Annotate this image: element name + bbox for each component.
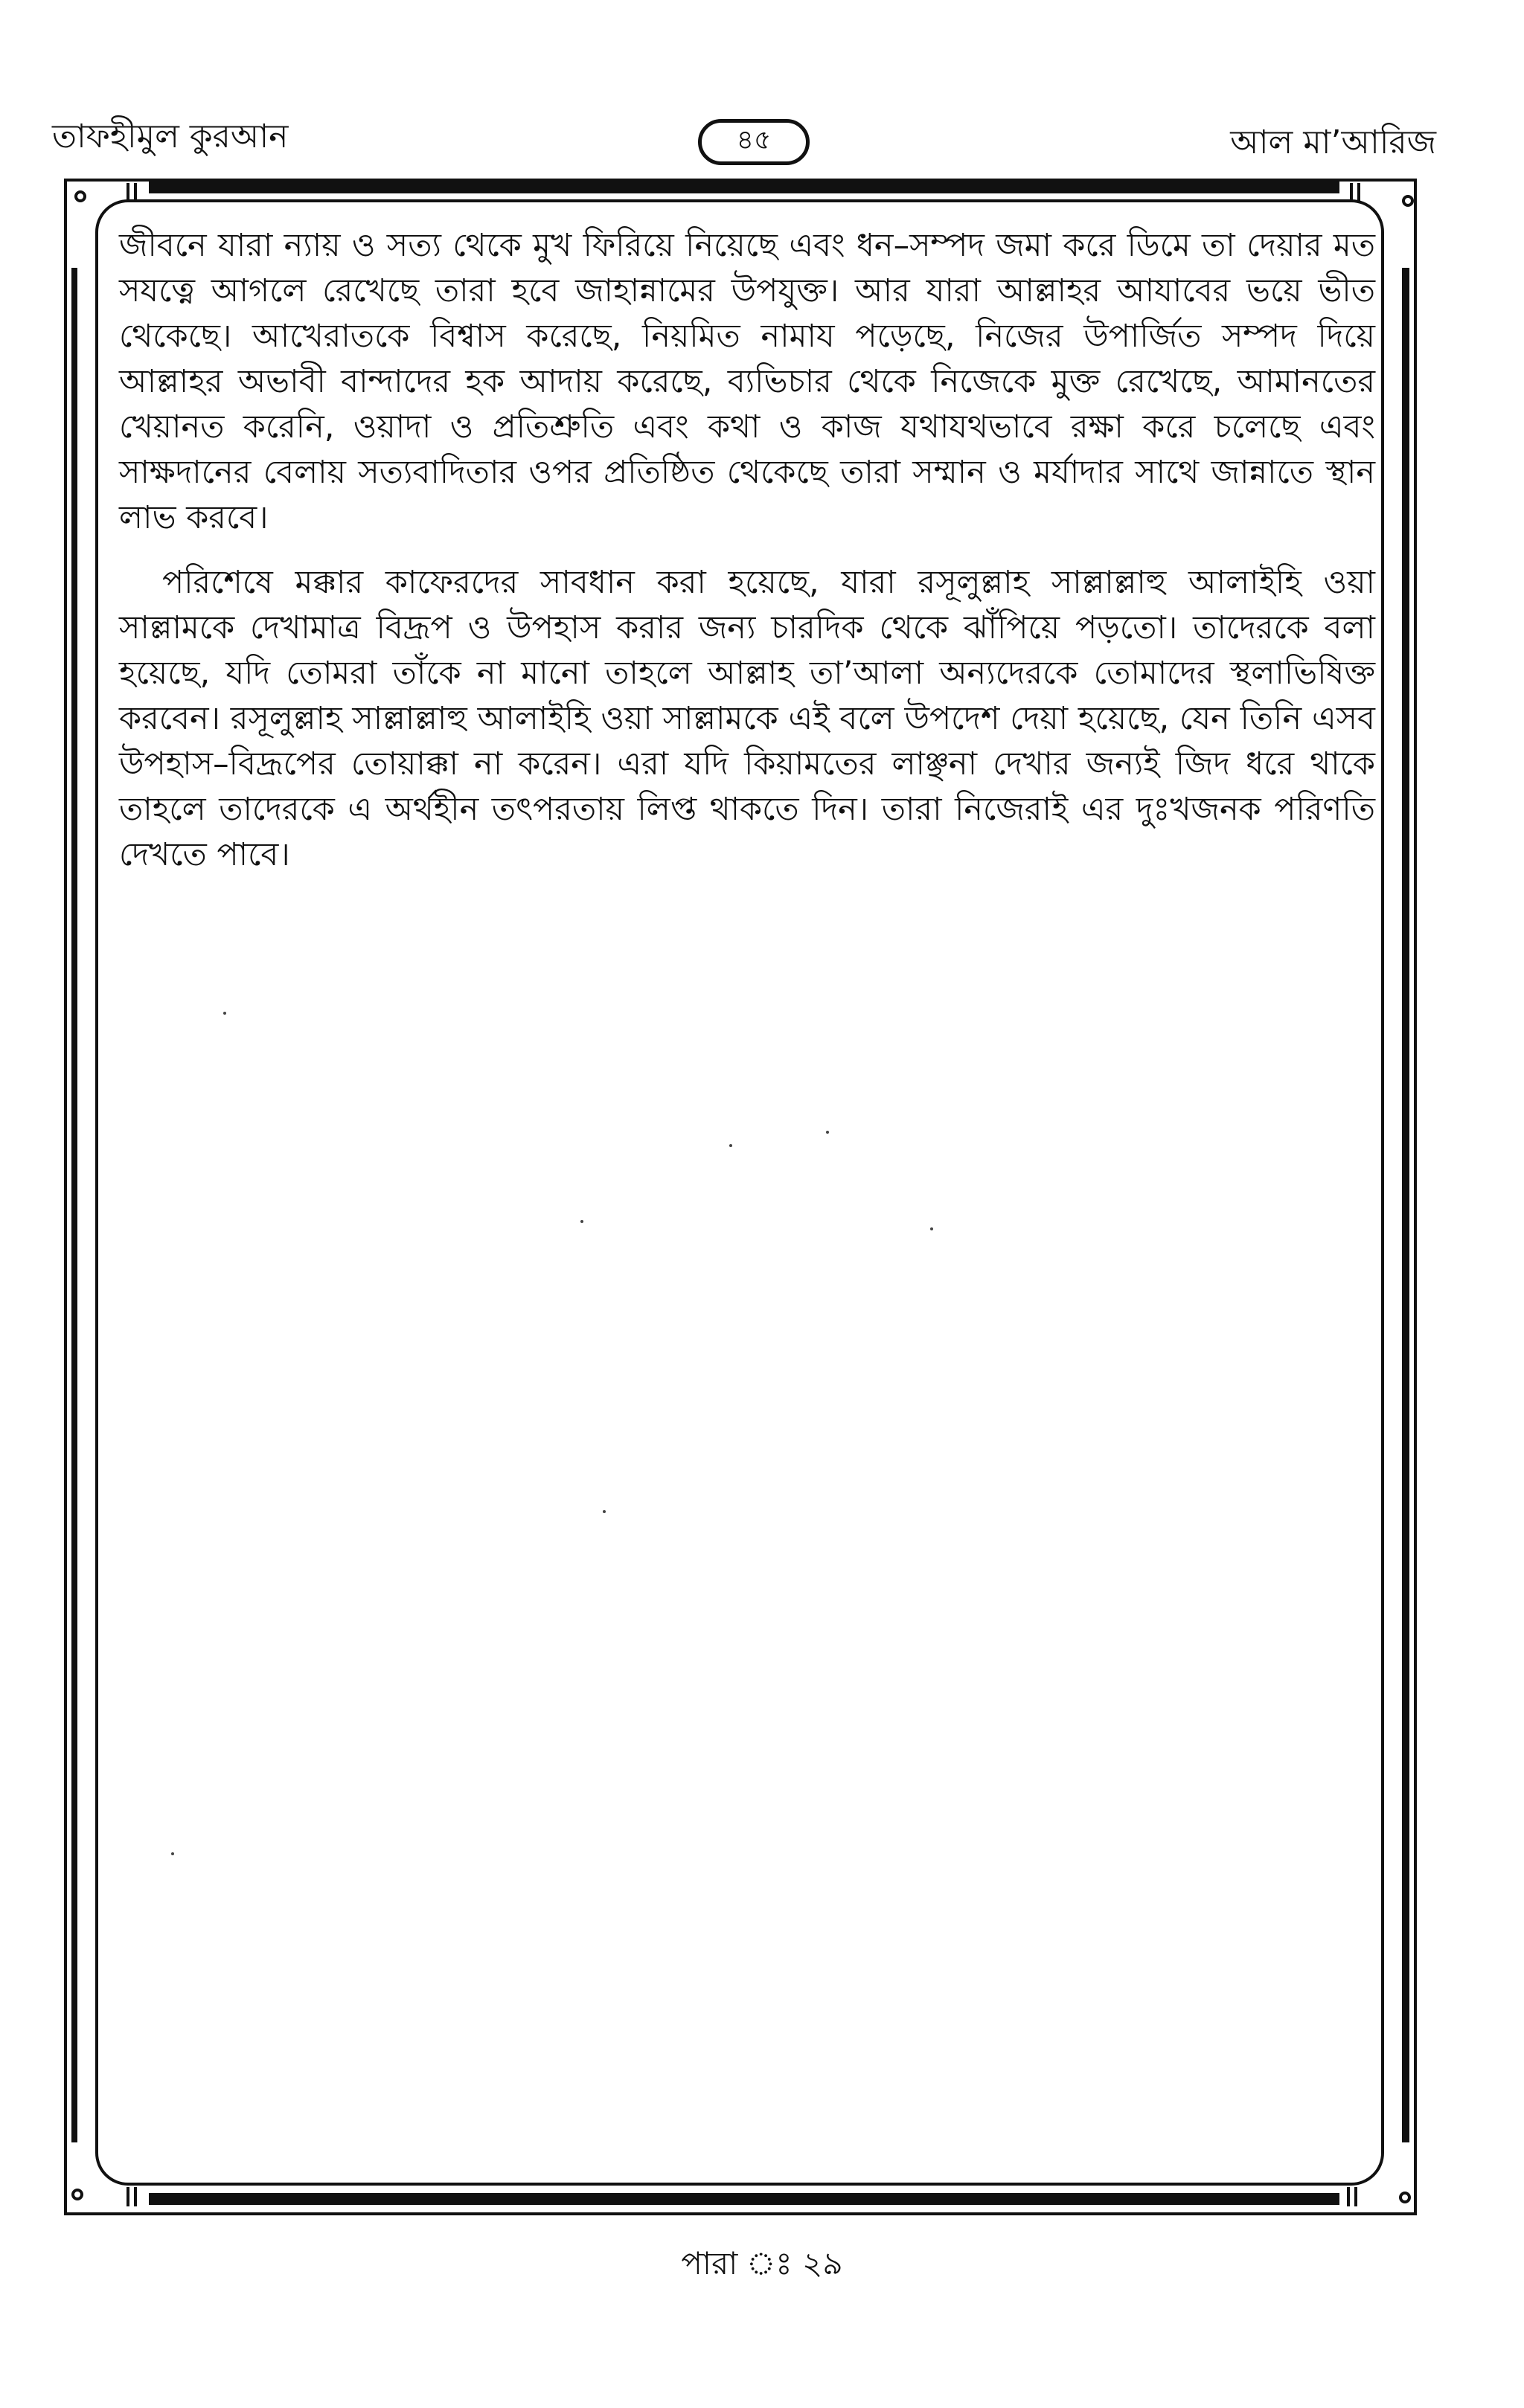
book-title: তাফহীমুল কুরআন [52, 118, 289, 155]
frame-corner-ornament [74, 190, 86, 202]
frame-bar-left [71, 268, 77, 2142]
paragraph: পরিশেষে মক্কার কাফেরদের সাবধান করা হয়েছে, যারা রসূলুল্লাহ সাল্লাল্লাহু আলাইহি ওয়া সাল্লামকে দেখামাত্র বিদ্রূপ ও উপহাস করার জন্য চারদিক থেকে ঝাঁপিয়ে পড়তো। তাদেরকে বলা হয়েছে, যদি তোমরা তাঁকে না মানো তাহলে আল্লাহ তা’আলা অন্যদেরকে তোমাদের স্থলাভিষিক্ত করবেন। রসূলুল্লাহ সাল্লাল্লাহু আলাইহি ওয়া সাল্লামকে এই বলে উপদেশ দেয়া হয়েছে, যেন তিনি এসব উপহাস–বিদ্রূপের তোয়াক্কা না করেন। এরা যদি কিয়ামতের লাঞ্ছনা দেখার জন্যই জিদ ধরে থাকে তাহলে তাদেরকে এ অর্থহীন তৎপরতায় লিপ্ত থাকতে দিন। তারা নিজেরাই এর দুঃখজনক পরিণতি দেখতে পাবে। [119, 564, 1375, 873]
surah-name: আল মা’আরিজ [1230, 123, 1436, 161]
frame-corner-ornament [1402, 195, 1414, 207]
scan-speck [930, 1227, 933, 1230]
frame-tick [127, 183, 129, 202]
scan-speck [171, 1852, 174, 1855]
frame-tick [134, 183, 137, 202]
para-label: পারা ঃ ২৯ [681, 2245, 843, 2282]
frame-tick [127, 2187, 129, 2206]
frame-tick [1347, 2187, 1350, 2206]
scan-speck [580, 1220, 583, 1223]
frame-tick [134, 2187, 137, 2206]
frame-bar-right [1402, 268, 1409, 2142]
page-number: ৪৫ [736, 125, 772, 155]
frame-tick [1354, 2187, 1357, 2206]
page-number-badge [698, 119, 810, 165]
paragraph: জীবনে যারা ন্যায় ও সত্য থেকে মুখ ফিরিয়ে নিয়েছে এবং ধন–সম্পদ জমা করে ডিমে তা দেয়ার মত সযত্নে আগলে রেখেছে তারা হবে জাহান্নামের উপযুক্ত। আর যারা আল্লাহর আযাবের ভয়ে ভীত থেকেছে। আখেরাতকে বিশ্বাস করেছে, নিয়মিত নামায পড়েছে, নিজের উপার্জিত সম্পদ দিয়ে আল্লাহর অভাবী বান্দাদের হক আদায় করেছে, ব্যভিচার থেকে নিজেকে মুক্ত রেখেছে, আমানতের খেয়ানত করেনি, ওয়াদা ও প্রতিশ্রুতি এবং কথা ও কাজ যথাযথভাবে রক্ষা করে চলেছে এবং সাক্ষদানের বেলায় সত্যবাদিতার ওপর প্রতিষ্ঠিত থেকেছে তারা সম্মান ও মর্যাদার সাথে জান্নাতে স্থান লাভ করবে। [119, 227, 1375, 536]
scan-speck [826, 1131, 829, 1134]
scan-speck [729, 1144, 732, 1147]
page-footer [0, 2239, 1524, 2292]
frame-bar-top [149, 182, 1339, 193]
scan-speck [603, 1510, 606, 1513]
frame-corner-ornament [1399, 2192, 1411, 2203]
frame-tick [1357, 183, 1360, 202]
scan-speck [223, 1012, 226, 1015]
page-header [0, 0, 1524, 179]
frame-bar-bottom [149, 2193, 1339, 2205]
body-text [119, 223, 1375, 897]
frame-corner-ornament [71, 2189, 83, 2200]
frame-tick [1350, 183, 1353, 202]
